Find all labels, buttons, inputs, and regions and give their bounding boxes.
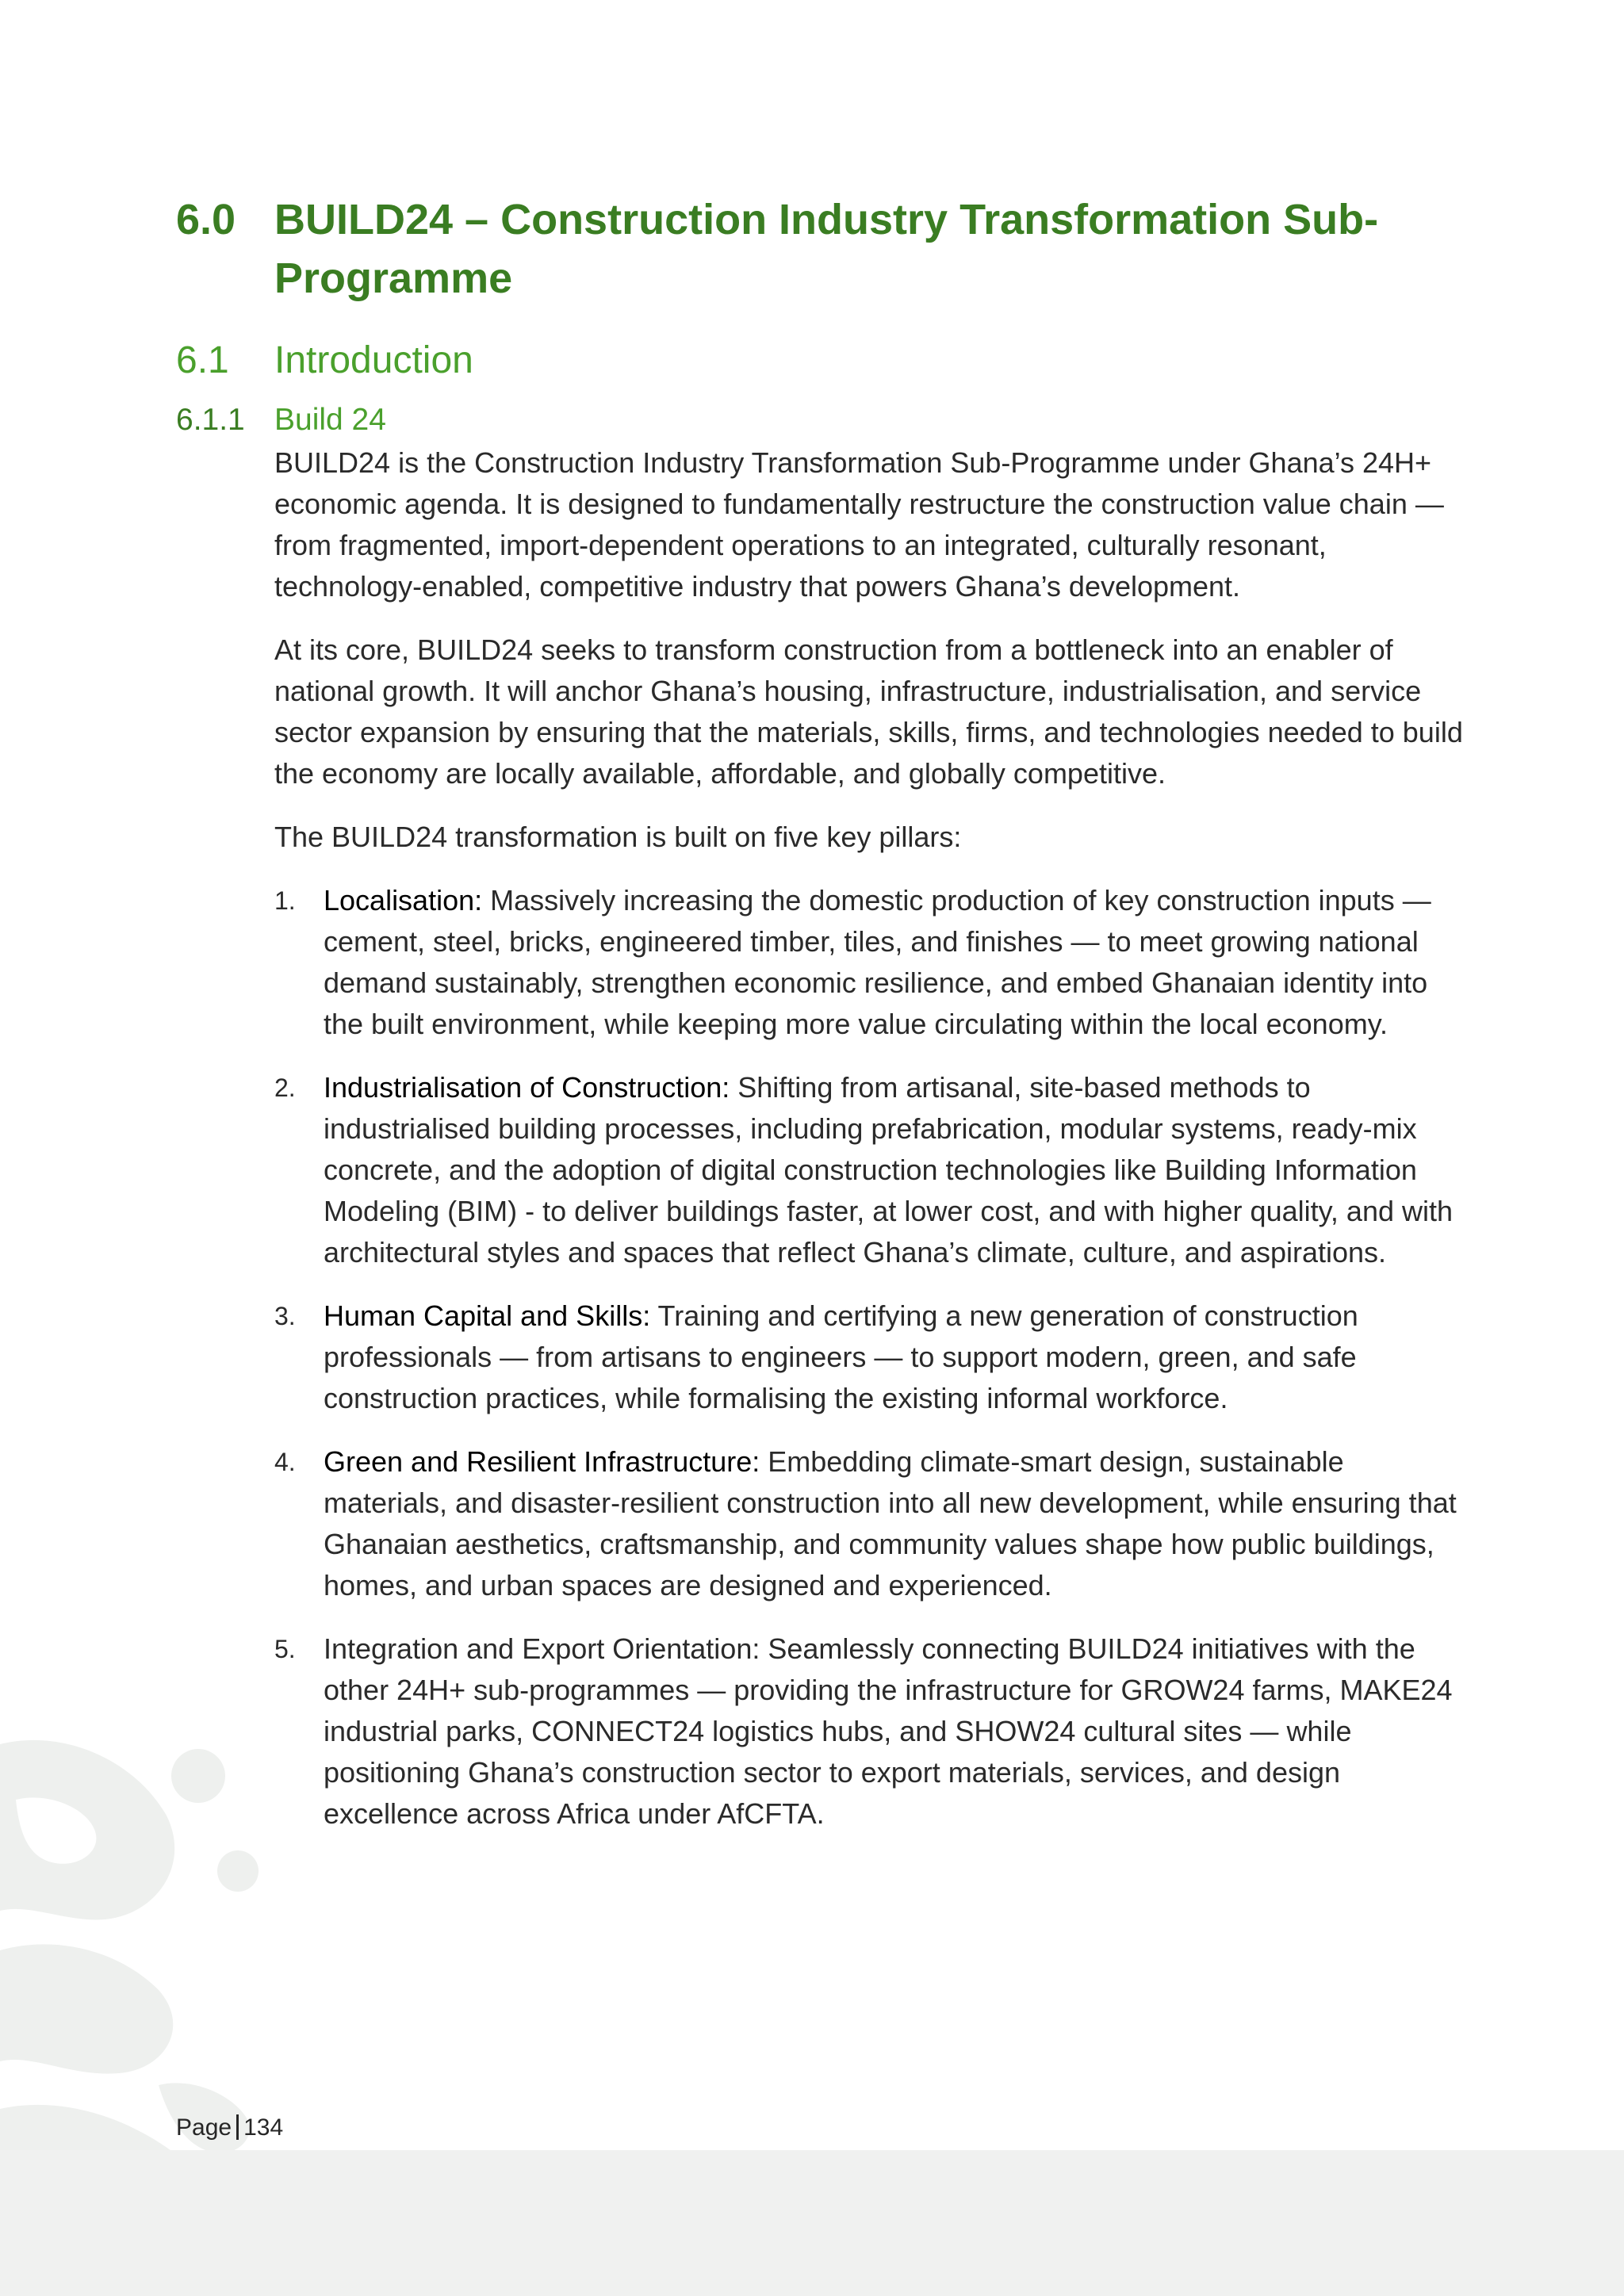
pillar-lead: Human Capital and Skills: <box>324 1299 651 1332</box>
pillar-lead: Localisation: <box>324 884 483 916</box>
list-number: 4. <box>274 1448 296 1476</box>
pillar-text: Integration and Export Orientation: Seamlessly connecting BUILD24 initiatives with the other 24H+ sub-programmes — providing the infrastructure for GROW24 farms, MAKE24 industrial parks, CONNECT24 logistics hubs, and SHOW24 cultural sites — while positioning Ghana’s construction sector to export materials, services, and design excellence across Africa under AfCFTA. <box>324 1632 1453 1830</box>
paragraph: The BUILD24 transformation is built on five key pillars: <box>274 821 962 853</box>
chapter-number: 6.0 <box>176 196 236 243</box>
section-title: Introduction <box>274 339 473 381</box>
subsection-heading <box>176 400 1445 441</box>
pillar-text: Training and certifying a new generation of construction professionals — from artisans to engineers — to support modern, green, and safe construction practices, while formalising the existing informal workforce. <box>324 1299 1358 1414</box>
list-number: 5. <box>274 1635 296 1663</box>
section-heading <box>176 336 1445 385</box>
list-item <box>274 880 1464 1045</box>
list-item <box>274 1295 1464 1419</box>
page-number-value: 134 <box>243 2114 284 2141</box>
page-content <box>176 190 1463 1857</box>
paragraph: BUILD24 is the Construction Industry Transformation Sub-Programme under Ghana’s 24H+ economic agenda. It is designed to fundamentally restructure the construction value chain — from fragmented, import-dependent operations to an integrated, culturally resonant, technology-enabled, competitive industry that powers Ghana’s development. <box>274 446 1444 603</box>
list-number: 2. <box>274 1073 296 1102</box>
list-item <box>274 1628 1464 1835</box>
list-item <box>274 1441 1464 1606</box>
pillar-lead: Industrialisation of Construction: <box>324 1071 730 1104</box>
chapter-title: BUILD24 – Construction Industry Transformation Sub-Programme <box>274 196 1379 302</box>
page-number <box>176 2112 283 2144</box>
pillar-text: Massively increasing the domestic production of key construction inputs — cement, steel, bricks, engineered timber, tiles, and finishes — to meet growing national demand sustainably, strengthen economic resilience, and embed Ghanaian identity into the built environment, while keeping more value circulating within the local economy. <box>324 884 1431 1040</box>
page-separator <box>236 2114 239 2140</box>
footer-band <box>0 2150 1624 2296</box>
chapter-heading <box>176 190 1445 308</box>
pillar-lead: Green and Resilient Infrastructure: <box>324 1445 760 1478</box>
page-label: Page <box>176 2114 232 2141</box>
list-number: 3. <box>274 1302 296 1330</box>
body-text <box>274 442 1464 1835</box>
pillars-list <box>274 880 1464 1835</box>
list-item <box>274 1067 1464 1273</box>
subsection-number: 6.1.1 <box>176 403 245 437</box>
list-number: 1. <box>274 886 296 915</box>
paragraph: At its core, BUILD24 seeks to transform construction from a bottleneck into an enabler of national growth. It will anchor Ghana’s housing, infrastructure, industrialisation, and service sector expansion by ensuring that the materials, skills, firms, and technologies needed to build the economy are locally available, affordable, and globally competitive. <box>274 633 1463 790</box>
subsection-title: Build 24 <box>274 403 386 437</box>
pillar-text: Embedding climate-smart design, sustainable materials, and disaster-resilient construction into all new development, while ensuring that Ghanaian aesthetics, craftsmanship, and community values shape how public buildings, homes, and urban spaces are designed and experienced. <box>324 1445 1457 1601</box>
section-number: 6.1 <box>176 339 229 381</box>
pillar-text: Shifting from artisanal, site-based methods to industrialised building processes, including prefabrication, modular systems, ready-mix concrete, and the adoption of digital construction technologies like Building Information Modeling (BIM) - to deliver buildings faster, at lower cost, and with higher quality, and with architectural styles and spaces that reflect Ghana’s climate, culture, and aspirations. <box>324 1071 1454 1269</box>
